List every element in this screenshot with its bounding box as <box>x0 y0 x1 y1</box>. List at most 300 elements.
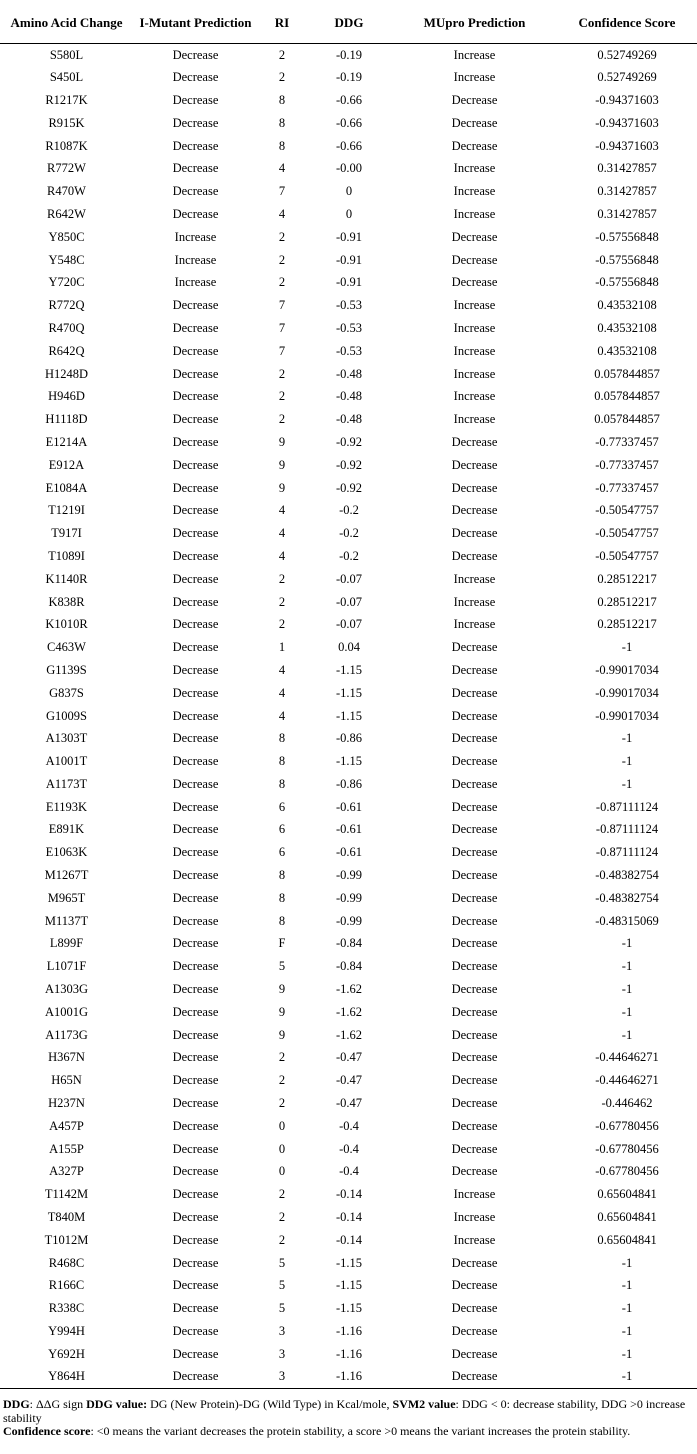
table-row <box>0 773 697 796</box>
cell-i-mutant-prediction: Decrease <box>172 92 219 107</box>
cell-ri: 4 <box>278 708 286 723</box>
cell-amino-acid-change: E1063K <box>45 845 88 860</box>
cell-confidence-score: -0.99017034 <box>595 685 659 700</box>
cell-i-mutant-prediction: Decrease <box>172 731 219 746</box>
cell-ddg: -1.62 <box>335 1004 363 1019</box>
cell-confidence-score: 0.28512217 <box>597 617 657 632</box>
cell-amino-acid-change: E912A <box>48 457 85 472</box>
cell-amino-acid-change: A1001G <box>44 1004 89 1019</box>
table-row <box>0 66 697 89</box>
cell-ddg: -0.4 <box>339 1118 359 1133</box>
cell-confidence-score: 0.28512217 <box>597 571 657 586</box>
cell-ddg: -0.47 <box>335 1050 363 1065</box>
cell-mupro-prediction: Decrease <box>451 252 498 267</box>
cell-confidence-score: 0.43532108 <box>597 320 657 335</box>
cell-i-mutant-prediction: Decrease <box>172 1324 219 1339</box>
cell-confidence-score: 0.31427857 <box>597 206 657 221</box>
cell-i-mutant-prediction: Decrease <box>172 640 219 655</box>
cell-ri: 9 <box>278 457 286 472</box>
cell-confidence-score: -1 <box>621 1027 633 1042</box>
cell-ri: 8 <box>278 868 286 883</box>
table-row <box>0 590 697 613</box>
cell-amino-acid-change: A327P <box>49 1164 84 1179</box>
cell-amino-acid-change: G1009S <box>46 708 87 723</box>
table-row <box>0 864 697 887</box>
cell-ddg: -1.16 <box>335 1324 363 1339</box>
cell-confidence-score: -1 <box>621 640 633 655</box>
table-row <box>0 1046 697 1069</box>
cell-ddg: -0.2 <box>339 548 359 563</box>
cell-ddg: 0.04 <box>338 640 360 655</box>
cell-mupro-prediction: Decrease <box>451 115 498 130</box>
cell-ddg: -0.14 <box>335 1232 363 1247</box>
cell-confidence-score: -0.48382754 <box>595 890 659 905</box>
cell-amino-acid-change: A1173T <box>45 776 88 791</box>
cell-confidence-score: -0.87111124 <box>595 799 659 814</box>
cell-ri: 8 <box>278 913 286 928</box>
cell-i-mutant-prediction: Decrease <box>172 1210 219 1225</box>
cell-mupro-prediction: Decrease <box>451 959 498 974</box>
cell-mupro-prediction: Increase <box>453 412 496 427</box>
cell-mupro-prediction: Increase <box>453 1210 496 1225</box>
cell-mupro-prediction: Decrease <box>451 1073 498 1088</box>
cell-amino-acid-change: Y692H <box>48 1346 85 1361</box>
cell-mupro-prediction: Decrease <box>451 1050 498 1065</box>
table-row <box>0 499 697 522</box>
header-row <box>0 3 697 43</box>
cell-ddg: -0.92 <box>335 434 363 449</box>
cell-mupro-prediction: Decrease <box>451 1027 498 1042</box>
cell-ddg: -0.99 <box>335 890 363 905</box>
cell-ri: 3 <box>258 1365 306 1388</box>
cell-i-mutant-prediction: Decrease <box>172 206 219 221</box>
prediction-table <box>0 3 697 1389</box>
cell-i-mutant-prediction: Decrease <box>172 184 219 199</box>
cell-ddg: -0.53 <box>335 343 363 358</box>
cell-ri: 2 <box>278 47 286 62</box>
cell-amino-acid-change: A457P <box>49 1118 84 1133</box>
cell-amino-acid-change: H65N <box>51 1073 82 1088</box>
cell-ri: 1 <box>278 640 286 655</box>
cell-amino-acid-change: A155P <box>49 1141 84 1156</box>
cell-mupro-prediction: Increase <box>453 298 496 313</box>
cell-amino-acid-change: T1142M <box>44 1187 89 1202</box>
table-row <box>0 1092 697 1115</box>
cell-ddg: -0.66 <box>335 138 363 153</box>
table-row <box>0 727 697 750</box>
cell-i-mutant-prediction: Decrease <box>172 298 219 313</box>
cell-i-mutant-prediction: Decrease <box>172 1278 219 1293</box>
cell-ddg: -1.15 <box>335 662 363 677</box>
cell-mupro-prediction: Decrease <box>451 526 498 541</box>
cell-ddg: -0.53 <box>335 298 363 313</box>
table-row <box>0 545 697 568</box>
cell-ri: 2 <box>278 1073 286 1088</box>
cell-ddg: -0.84 <box>335 936 363 951</box>
cell-ri: 2 <box>278 412 286 427</box>
cell-amino-acid-change: C463W <box>47 640 86 655</box>
cell-amino-acid-change: A1303G <box>44 982 89 997</box>
cell-ddg: -0.2 <box>339 526 359 541</box>
cell-i-mutant-prediction: Decrease <box>133 1365 258 1388</box>
cell-confidence-score: -0.48382754 <box>595 868 659 883</box>
cell-amino-acid-change: L1071F <box>46 959 87 974</box>
cell-ddg: -0.07 <box>335 617 363 632</box>
cell-amino-acid-change: T1012M <box>44 1232 89 1247</box>
cell-amino-acid-change: R468C <box>48 1255 85 1270</box>
cell-mupro-prediction: Decrease <box>451 754 498 769</box>
cell-amino-acid-change: R1217K <box>45 92 88 107</box>
cell-i-mutant-prediction: Decrease <box>172 662 219 677</box>
cell-confidence-score: -0.44646271 <box>595 1050 659 1065</box>
cell-ri: 9 <box>278 1004 286 1019</box>
cell-confidence-score: -0.57556848 <box>595 252 659 267</box>
cell-amino-acid-change: Y864H <box>0 1365 133 1388</box>
cell-i-mutant-prediction: Decrease <box>172 1187 219 1202</box>
table-row <box>0 180 697 203</box>
cell-mupro-prediction: Decrease <box>451 1324 498 1339</box>
cell-i-mutant-prediction: Decrease <box>172 366 219 381</box>
cell-ri: 0 <box>278 1118 286 1133</box>
cell-confidence-score: -0.87111124 <box>595 822 659 837</box>
cell-ri: 8 <box>278 890 286 905</box>
cell-confidence-score: -0.67780456 <box>595 1141 659 1156</box>
cell-ri: 5 <box>278 1301 286 1316</box>
table-row <box>0 841 697 864</box>
header-amino-acid-change: Amino Acid Change <box>0 3 133 43</box>
table-row <box>0 1000 697 1023</box>
table-row <box>0 1069 697 1092</box>
table-footnotes <box>3 1398 695 1439</box>
table-row <box>0 704 697 727</box>
cell-confidence-score: 0.65604841 <box>597 1187 657 1202</box>
cell-confidence-score: 0.057844857 <box>594 366 660 381</box>
table-row <box>0 225 697 248</box>
table-row <box>0 431 697 454</box>
cell-ddg: -0.47 <box>335 1096 363 1111</box>
cell-mupro-prediction: Increase <box>453 70 496 85</box>
cell-i-mutant-prediction: Decrease <box>172 1118 219 1133</box>
cell-amino-acid-change: E891K <box>48 822 85 837</box>
cell-mupro-prediction: Increase <box>453 389 496 404</box>
cell-confidence-score: -0.57556848 <box>595 275 659 290</box>
cell-confidence-score: -1 <box>621 936 633 951</box>
cell-ddg: -0.4 <box>339 1141 359 1156</box>
cell-ddg: -0.47 <box>335 1073 363 1088</box>
cell-i-mutant-prediction: Increase <box>174 252 217 267</box>
cell-ri: 2 <box>278 252 286 267</box>
cell-confidence-score: 0.31427857 <box>597 161 657 176</box>
footnote-confidence-def: : <0 means the variant decreases the protein stability, a score >0 means the variant increases the protein stability. <box>90 1424 631 1438</box>
cell-i-mutant-prediction: Decrease <box>172 1255 219 1270</box>
cell-ddg: -0.07 <box>335 571 363 586</box>
cell-i-mutant-prediction: Decrease <box>172 320 219 335</box>
cell-mupro-prediction: Decrease <box>451 936 498 951</box>
footnote-ddg <box>3 1398 695 1425</box>
cell-amino-acid-change: K1140R <box>45 571 88 586</box>
cell-confidence-score: -0.77337457 <box>595 457 659 472</box>
cell-ddg: -0.61 <box>335 822 363 837</box>
cell-mupro-prediction: Decrease <box>451 685 498 700</box>
cell-confidence-score: -1 <box>621 731 633 746</box>
table-row <box>0 271 697 294</box>
cell-ri: 2 <box>278 229 286 244</box>
cell-ri: 9 <box>278 434 286 449</box>
cell-ri: 8 <box>278 754 286 769</box>
cell-ddg: -1.15 <box>335 1301 363 1316</box>
cell-i-mutant-prediction: Decrease <box>172 480 219 495</box>
cell-mupro-prediction: Decrease <box>451 1096 498 1111</box>
cell-ri: 4 <box>278 161 286 176</box>
cell-confidence-score: -0.50547757 <box>595 548 659 563</box>
cell-amino-acid-change: T840M <box>47 1210 86 1225</box>
cell-amino-acid-change: S450L <box>49 70 84 85</box>
cell-i-mutant-prediction: Decrease <box>172 503 219 518</box>
footnote-ddg-term: DDG <box>3 1397 30 1411</box>
cell-ri: 2 <box>278 1096 286 1111</box>
cell-ddg: -0.07 <box>335 594 363 609</box>
cell-ri: 9 <box>278 480 286 495</box>
cell-confidence-score: 0.28512217 <box>597 594 657 609</box>
cell-confidence-score: -0.99017034 <box>595 708 659 723</box>
cell-i-mutant-prediction: Decrease <box>172 1050 219 1065</box>
cell-i-mutant-prediction: Decrease <box>172 138 219 153</box>
table-row <box>0 522 697 545</box>
cell-i-mutant-prediction: Decrease <box>172 47 219 62</box>
table-row <box>0 750 697 773</box>
cell-amino-acid-change: Y548C <box>48 252 85 267</box>
cell-i-mutant-prediction: Decrease <box>172 1164 219 1179</box>
header-ri: RI <box>258 3 306 43</box>
cell-confidence-score: 0.31427857 <box>597 184 657 199</box>
cell-i-mutant-prediction: Decrease <box>172 799 219 814</box>
cell-i-mutant-prediction: Decrease <box>172 571 219 586</box>
cell-ri: 2 <box>278 594 286 609</box>
cell-mupro-prediction: Decrease <box>451 1346 498 1361</box>
footnote-confidence-term: Confidence score <box>3 1424 91 1438</box>
cell-i-mutant-prediction: Decrease <box>172 617 219 632</box>
table-row <box>0 886 697 909</box>
cell-ri: 6 <box>278 799 286 814</box>
cell-ri: F <box>278 936 286 951</box>
cell-confidence-score: -0.446462 <box>601 1096 653 1111</box>
cell-mupro-prediction: Increase <box>453 366 496 381</box>
cell-ddg: -0.91 <box>335 275 363 290</box>
cell-i-mutant-prediction: Decrease <box>172 754 219 769</box>
table-row <box>0 111 697 134</box>
cell-confidence-score: 0.52749269 <box>597 70 657 85</box>
cell-ddg: -0.4 <box>339 1164 359 1179</box>
table-row <box>0 1297 697 1320</box>
cell-confidence-score: -0.94371603 <box>595 92 659 107</box>
cell-ri: 0 <box>278 1164 286 1179</box>
header-ddg: DDG <box>306 3 392 43</box>
cell-ddg: -0.00 <box>335 161 363 176</box>
cell-i-mutant-prediction: Decrease <box>172 1232 219 1247</box>
cell-mupro-prediction: Decrease <box>451 229 498 244</box>
cell-ri: 6 <box>278 845 286 860</box>
cell-amino-acid-change: H1248D <box>44 366 89 381</box>
cell-mupro-prediction: Increase <box>453 343 496 358</box>
table-row <box>0 248 697 271</box>
table-row <box>0 339 697 362</box>
cell-ddg: -1.15 <box>335 1255 363 1270</box>
table-row <box>0 1160 697 1183</box>
cell-amino-acid-change: S580L <box>49 47 84 62</box>
cell-i-mutant-prediction: Decrease <box>172 1027 219 1042</box>
table-row <box>0 978 697 1001</box>
table-row <box>0 43 697 66</box>
table-body <box>0 43 697 1388</box>
table-row <box>0 613 697 636</box>
cell-ddg: -1.15 <box>335 754 363 769</box>
table-row <box>0 157 697 180</box>
cell-ddg: -0.53 <box>335 320 363 335</box>
cell-ri: 2 <box>278 275 286 290</box>
cell-ddg: -1.62 <box>335 982 363 997</box>
cell-mupro-prediction: Increase <box>453 184 496 199</box>
cell-ri: 8 <box>278 731 286 746</box>
cell-ri: 2 <box>278 389 286 404</box>
cell-mupro-prediction: Decrease <box>451 799 498 814</box>
cell-amino-acid-change: H237N <box>48 1096 85 1111</box>
cell-amino-acid-change: E1193K <box>45 799 88 814</box>
cell-i-mutant-prediction: Decrease <box>172 868 219 883</box>
table-row <box>0 932 697 955</box>
table-row <box>0 362 697 385</box>
cell-mupro-prediction: Increase <box>453 1232 496 1247</box>
cell-ddg: -0.91 <box>335 252 363 267</box>
cell-ddg: -0.48 <box>335 412 363 427</box>
cell-i-mutant-prediction: Decrease <box>172 1346 219 1361</box>
cell-amino-acid-change: R642W <box>47 206 86 221</box>
footnote-confidence <box>3 1425 695 1439</box>
cell-amino-acid-change: T917I <box>51 526 82 541</box>
cell-ddg: -0.99 <box>335 913 363 928</box>
cell-ddg: -1.16 <box>306 1365 392 1388</box>
cell-amino-acid-change: G837S <box>49 685 84 700</box>
cell-confidence-score: -0.67780456 <box>595 1118 659 1133</box>
cell-i-mutant-prediction: Decrease <box>172 389 219 404</box>
cell-ri: 2 <box>278 1187 286 1202</box>
cell-ri: 2 <box>278 571 286 586</box>
cell-confidence-score: -0.48315069 <box>595 913 659 928</box>
cell-mupro-prediction: Increase <box>453 206 496 221</box>
cell-amino-acid-change: R166C <box>48 1278 85 1293</box>
cell-mupro-prediction: Decrease <box>451 138 498 153</box>
table-row <box>0 1114 697 1137</box>
cell-i-mutant-prediction: Decrease <box>172 1004 219 1019</box>
cell-confidence-score: -0.57556848 <box>595 229 659 244</box>
cell-ddg: -0.19 <box>335 70 363 85</box>
table-row <box>0 453 697 476</box>
header-i-mutant-prediction: I-Mutant Prediction <box>133 3 258 43</box>
cell-i-mutant-prediction: Decrease <box>172 526 219 541</box>
cell-mupro-prediction: Decrease <box>451 548 498 563</box>
cell-amino-acid-change: K1010R <box>45 617 88 632</box>
cell-ddg: -0.99 <box>335 868 363 883</box>
cell-mupro-prediction: Decrease <box>451 1118 498 1133</box>
cell-confidence-score: 0.52749269 <box>597 47 657 62</box>
header-mupro-prediction: MUpro Prediction <box>392 3 557 43</box>
cell-confidence-score: 0.057844857 <box>594 412 660 427</box>
cell-confidence-score: -1 <box>621 982 633 997</box>
cell-ri: 4 <box>278 685 286 700</box>
cell-ri: 3 <box>278 1324 286 1339</box>
cell-mupro-prediction: Increase <box>453 47 496 62</box>
cell-amino-acid-change: R772W <box>47 161 86 176</box>
footnote-svm2-term: SVM2 value <box>392 1397 456 1411</box>
cell-amino-acid-change: T1219I <box>48 503 85 518</box>
cell-ddg: -0.84 <box>335 959 363 974</box>
cell-ddg: -1.15 <box>335 708 363 723</box>
cell-mupro-prediction: Decrease <box>451 92 498 107</box>
cell-ri: 9 <box>278 1027 286 1042</box>
cell-confidence-score: 0.43532108 <box>597 343 657 358</box>
cell-amino-acid-change: A1001T <box>45 754 88 769</box>
cell-ddg: -0.92 <box>335 457 363 472</box>
cell-confidence-score: -0.50547757 <box>595 503 659 518</box>
cell-amino-acid-change: R470Q <box>48 320 85 335</box>
footnote-ddg-value-term: DDG value: <box>86 1397 148 1411</box>
cell-i-mutant-prediction: Decrease <box>172 594 219 609</box>
cell-amino-acid-change: Y850C <box>48 229 85 244</box>
cell-mupro-prediction: Decrease <box>451 708 498 723</box>
table-row <box>0 659 697 682</box>
cell-confidence-score: 0.43532108 <box>597 298 657 313</box>
table-row <box>0 1251 697 1274</box>
cell-amino-acid-change: L899F <box>49 936 84 951</box>
cell-mupro-prediction: Decrease <box>451 1004 498 1019</box>
cell-i-mutant-prediction: Increase <box>174 229 217 244</box>
cell-i-mutant-prediction: Decrease <box>172 685 219 700</box>
cell-mupro-prediction: Decrease <box>451 1141 498 1156</box>
cell-amino-acid-change: A1303T <box>45 731 88 746</box>
table-row <box>0 134 697 157</box>
cell-mupro-prediction: Decrease <box>451 845 498 860</box>
cell-mupro-prediction: Increase <box>453 617 496 632</box>
cell-ddg: -0.61 <box>335 799 363 814</box>
table-row <box>0 1365 697 1388</box>
cell-mupro-prediction: Decrease <box>451 275 498 290</box>
cell-ddg: -0.61 <box>335 845 363 860</box>
cell-ddg: -0.91 <box>335 229 363 244</box>
cell-ddg: -0.14 <box>335 1187 363 1202</box>
cell-ri: 2 <box>278 1210 286 1225</box>
cell-ri: 7 <box>278 320 286 335</box>
cell-ri: 4 <box>278 206 286 221</box>
cell-ri: 4 <box>278 526 286 541</box>
cell-mupro-prediction: Decrease <box>451 434 498 449</box>
cell-mupro-prediction: Decrease <box>451 662 498 677</box>
cell-amino-acid-change: M965T <box>47 890 86 905</box>
cell-i-mutant-prediction: Decrease <box>172 936 219 951</box>
cell-confidence-score: -0.44646271 <box>595 1073 659 1088</box>
cell-ddg: -0.86 <box>335 776 363 791</box>
cell-ddg: 0 <box>345 206 353 221</box>
cell-amino-acid-change: K838R <box>48 594 85 609</box>
cell-i-mutant-prediction: Decrease <box>172 548 219 563</box>
cell-mupro-prediction: Increase <box>453 1187 496 1202</box>
cell-ddg: -1.15 <box>335 685 363 700</box>
cell-ddg: -0.19 <box>335 47 363 62</box>
cell-confidence-score: -0.87111124 <box>595 845 659 860</box>
table-row <box>0 1342 697 1365</box>
cell-mupro-prediction: Decrease <box>451 913 498 928</box>
footnote-ddg-value-def: DG (New Protein)-DG (Wild Type) in Kcal/mole, <box>147 1397 393 1411</box>
footnote-svm2-def: : DDG < 0: decrease stability, DDG >0 increase stability <box>3 1397 686 1425</box>
table-row <box>0 1023 697 1046</box>
